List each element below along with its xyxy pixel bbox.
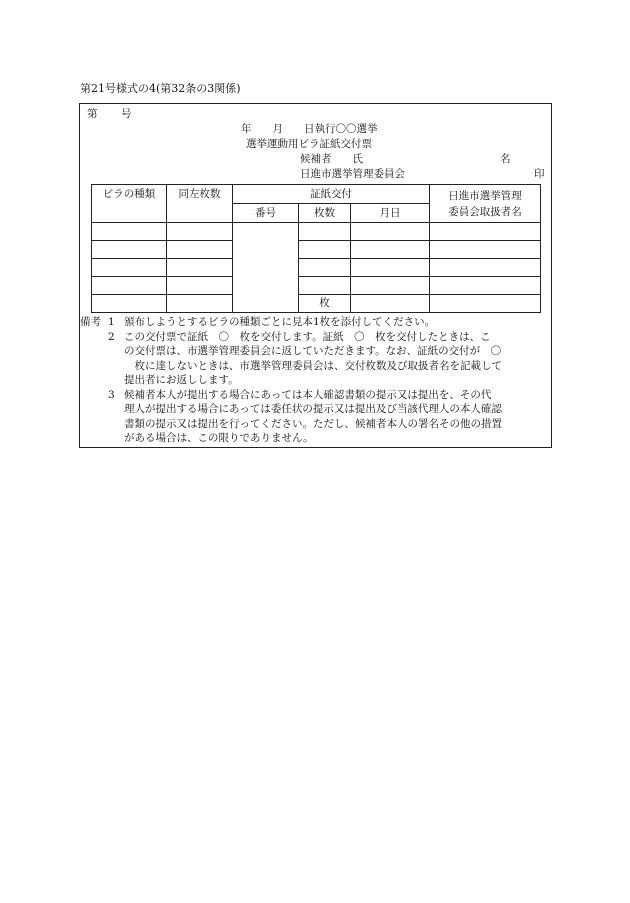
notes-label: 備考 — [80, 316, 101, 328]
cell-sheets[interactable] — [299, 223, 351, 241]
header-commission-handler — [430, 185, 541, 223]
note-3-number: 3 — [108, 388, 115, 401]
header-date: 月日 — [351, 204, 430, 223]
note-2-line-4: 提出者にお返しします。 — [124, 374, 239, 386]
cell-sheets[interactable] — [299, 259, 351, 277]
table-row — [92, 259, 541, 277]
candidate-name-label: 候補者 氏 — [300, 153, 363, 165]
cell-date[interactable] — [351, 277, 430, 295]
cell-date[interactable] — [351, 241, 430, 259]
note-2-line-3: 枚に達しないときは、市選挙管理委員会は、交付枚数及び取扱者名を記載して — [124, 359, 502, 372]
cell-type[interactable] — [92, 277, 167, 295]
cell-sheets[interactable] — [299, 241, 351, 259]
header-stamp-issue: 証紙交付 — [233, 185, 430, 204]
cell-date[interactable] — [351, 223, 430, 241]
cell-count[interactable] — [167, 241, 233, 259]
header-number: 番号 — [233, 204, 299, 223]
header-sheets: 枚数 — [299, 204, 351, 223]
table-row — [92, 277, 541, 295]
note-2-line-1: この交付票で証紙 〇 枚を交付します。証紙 〇 枚を交付したときは、こ — [124, 330, 491, 343]
header-handler-line-1: 日進市選挙管理 — [448, 189, 522, 202]
seal-mark: 印 — [534, 168, 545, 180]
notes-section — [80, 315, 550, 446]
cell-total-sheets — [299, 295, 351, 313]
table-row — [92, 223, 541, 241]
table-row — [92, 241, 541, 259]
cell-count[interactable] — [167, 295, 233, 313]
cell-date[interactable] — [351, 259, 430, 277]
cell-type[interactable] — [92, 241, 167, 259]
note-3-line-2: 理人が提出する場合にあっては委任状の提示又は提出及び当該代理人の本人確認 — [124, 403, 502, 415]
cell-handler[interactable] — [430, 259, 541, 277]
note-3-line-1: 候補者本人が提出する場合にあっては本人確認書類の提示又は提出を、その代 — [124, 388, 492, 401]
note-3-line-4: がある場合は、この限りでありません。 — [124, 432, 314, 444]
cell-type[interactable] — [92, 295, 167, 313]
cell-date[interactable] — [351, 295, 430, 313]
cell-handler[interactable] — [430, 277, 541, 295]
document-title: 選挙運動用ビラ証紙交付票 — [246, 138, 372, 150]
number-label-dai: 第 — [87, 108, 98, 120]
commission-name: 日進市選挙管理委員会 — [300, 168, 405, 180]
note-1-text: 頒布しようとするビラの種類ごとに見本1枚を添付してください。 — [124, 316, 436, 328]
name-suffix: 名 — [500, 153, 511, 165]
note-3-line-3: 書類の提示又は提出を行ってください。ただし、候補者本人の署名その他の措置 — [124, 417, 502, 430]
issue-table — [91, 184, 541, 313]
cell-handler[interactable] — [430, 241, 541, 259]
cell-handler[interactable] — [430, 223, 541, 241]
cell-count[interactable] — [167, 277, 233, 295]
total-unit: 枚 — [319, 297, 330, 309]
form-number-title: 第21号様式の4(第32条の3関係) — [80, 82, 241, 95]
note-2-number: 2 — [108, 330, 115, 343]
header-same-count: 同左枚数 — [167, 185, 233, 223]
note-2-line-2: の交付票は、市選挙管理委員会に返していただきます。なお、証紙の交付が 〇 — [124, 345, 502, 357]
cell-handler[interactable] — [430, 295, 541, 313]
cell-count[interactable] — [167, 223, 233, 241]
cell-number-merged[interactable] — [233, 223, 299, 313]
cell-sheets[interactable] — [299, 277, 351, 295]
header-handler-line-2: 委員会取扱者名 — [448, 205, 522, 218]
election-date-line: 年 月 日執行〇〇選挙 — [241, 123, 378, 135]
table-row — [92, 295, 541, 313]
cell-type[interactable] — [92, 223, 167, 241]
number-label-go: 号 — [121, 108, 132, 120]
cell-count[interactable] — [167, 259, 233, 277]
header-bira-type: ビラの種類 — [92, 185, 167, 223]
cell-type[interactable] — [92, 259, 167, 277]
note-1-number: 1 — [108, 316, 115, 328]
